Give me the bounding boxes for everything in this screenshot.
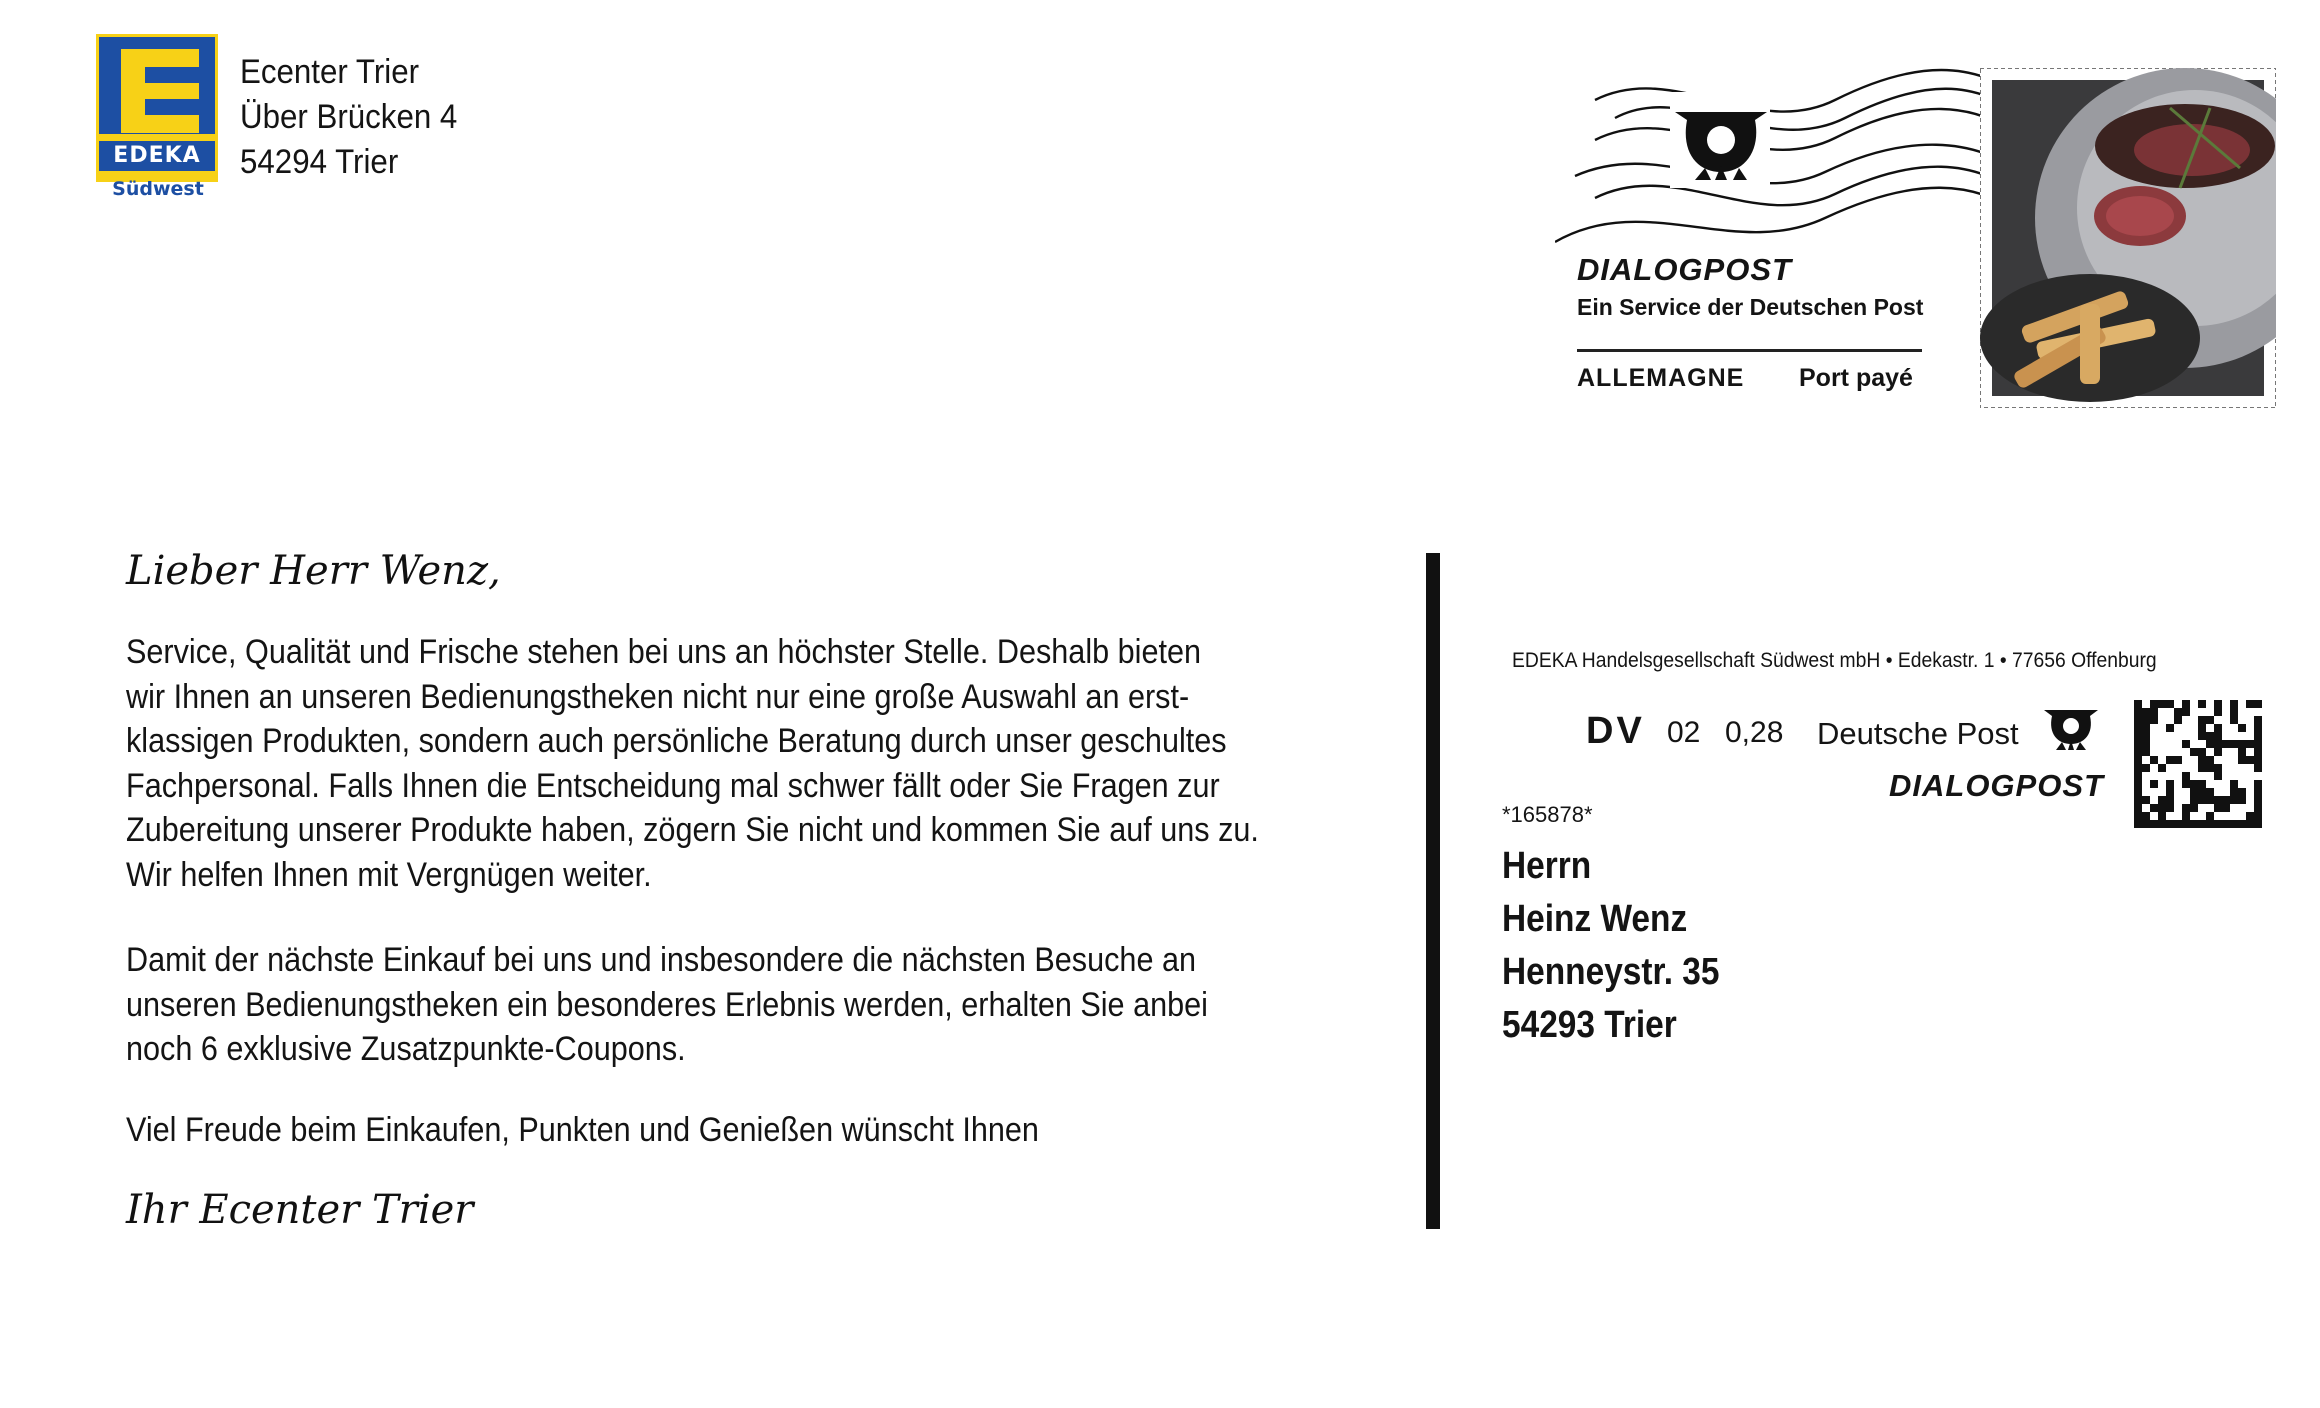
customer-code: *165878* <box>1502 802 1593 827</box>
datamatrix-cell <box>2150 708 2158 716</box>
paragraph-1 <box>126 630 1366 897</box>
datamatrix-cell <box>2134 820 2142 828</box>
datamatrix-cell <box>2158 820 2166 828</box>
datamatrix-cell <box>2158 796 2166 804</box>
datamatrix-cell <box>2174 756 2182 764</box>
datamatrix-cell <box>2254 748 2262 756</box>
datamatrix-cell <box>2214 708 2222 716</box>
datamatrix-cell <box>2182 812 2190 820</box>
paragraph-line: Damit der nächste Einkauf bei uns und insbesondere die nächsten Besuche an <box>126 941 1197 979</box>
datamatrix-cell <box>2182 708 2190 716</box>
paragraph-line: Zubereitung unserer Produkte haben, zögern Sie nicht und kommen Sie auf uns zu. <box>126 811 1259 849</box>
datamatrix-cell <box>2166 756 2174 764</box>
datamatrix-cell <box>2158 764 2166 772</box>
datamatrix-cell <box>2134 812 2142 820</box>
datamatrix-cell <box>2214 772 2222 780</box>
datamatrix-cell <box>2214 732 2222 740</box>
datamatrix-cell <box>2150 700 2158 708</box>
datamatrix-cell <box>2190 748 2198 756</box>
datamatrix-cell <box>2166 700 2174 708</box>
datamatrix-cell <box>2158 804 2166 812</box>
datamatrix-cell <box>2150 804 2158 812</box>
datamatrix-cell <box>2182 804 2190 812</box>
datamatrix-cell <box>2254 700 2262 708</box>
paragraph-3 <box>126 1108 1366 1153</box>
datamatrix-cell <box>2214 796 2222 804</box>
datamatrix-cell <box>2230 716 2238 724</box>
datamatrix-cell <box>2246 820 2254 828</box>
datamatrix-cell <box>2134 748 2142 756</box>
datamatrix-cell <box>2182 700 2190 708</box>
paragraph-line: noch 6 exklusive Zusatzpunkte-Coupons. <box>126 1030 686 1068</box>
datamatrix-cell <box>2142 708 2150 716</box>
datamatrix-cell <box>2230 796 2238 804</box>
datamatrix-cell <box>2166 780 2174 788</box>
datamatrix-cell <box>2222 796 2230 804</box>
sender-city: 54294 Trier <box>240 143 399 181</box>
datamatrix-cell <box>2174 716 2182 724</box>
datamatrix-cell <box>2174 820 2182 828</box>
franking-product: DIALOGPOST <box>1889 768 2104 803</box>
datamatrix-cell <box>2166 724 2174 732</box>
logo-region: Südwest <box>112 178 204 200</box>
datamatrix-cell <box>2190 796 2198 804</box>
datamatrix-cell <box>2238 724 2246 732</box>
datamatrix-cell <box>2166 804 2174 812</box>
postage-divider <box>1577 349 1922 352</box>
datamatrix-cell <box>2238 788 2246 796</box>
datamatrix-cell <box>2198 756 2206 764</box>
sender-address <box>240 50 476 185</box>
posthorn-icon <box>2042 702 2100 752</box>
datamatrix-cell <box>2230 740 2238 748</box>
datamatrix-cell <box>2134 780 2142 788</box>
recipient-city: 54293 Trier <box>1502 1004 1677 1046</box>
datamatrix-cell <box>2150 780 2158 788</box>
datamatrix-cell <box>2198 764 2206 772</box>
datamatrix-cell <box>2238 748 2246 756</box>
datamatrix-cell <box>2134 804 2142 812</box>
paragraph-2 <box>126 938 1366 1072</box>
paragraph-line: klassigen Produkten, sondern auch persönliche Beratung durch unser geschultes <box>126 722 1227 760</box>
datamatrix-cell <box>2238 796 2246 804</box>
return-address-line: EDEKA Handelsgesellschaft Südwest mbH • Edekastr. 1 • 77656 Offenburg <box>1512 649 2157 672</box>
datamatrix-cell <box>2190 820 2198 828</box>
datamatrix-cell <box>2214 740 2222 748</box>
datamatrix-cell <box>2190 780 2198 788</box>
datamatrix-cell <box>2238 740 2246 748</box>
datamatrix-cell <box>2254 724 2262 732</box>
paragraph-line: Fachpersonal. Falls Ihnen die Entscheidung mal schwer fällt oder Sie Fragen zur <box>126 766 1220 805</box>
franking-dv: DV <box>1586 710 1645 752</box>
paragraph-line: unseren Bedienungstheken ein besonderes Erlebnis werden, erhalten Sie anbei <box>126 985 1208 1024</box>
datamatrix-cell <box>2254 716 2262 724</box>
postage-paid: Port payé <box>1799 364 1913 392</box>
datamatrix-cell <box>2222 820 2230 828</box>
datamatrix-cell <box>2254 788 2262 796</box>
datamatrix-cell <box>2190 804 2198 812</box>
datamatrix-cell <box>2150 820 2158 828</box>
datamatrix-cell <box>2238 820 2246 828</box>
datamatrix-cell <box>2134 732 2142 740</box>
datamatrix-cell <box>2222 740 2230 748</box>
datamatrix-cell <box>2254 780 2262 788</box>
datamatrix-cell <box>2214 804 2222 812</box>
datamatrix-cell <box>2254 756 2262 764</box>
franking-number: 02 <box>1667 716 1701 749</box>
datamatrix-cell <box>2206 820 2214 828</box>
datamatrix-cell <box>2254 820 2262 828</box>
datamatrix-cell <box>2206 716 2214 724</box>
logo-text: EDEKA <box>99 141 215 171</box>
datamatrix-cell <box>2222 804 2230 812</box>
datamatrix-cell <box>2134 708 2142 716</box>
datamatrix-cell <box>2230 708 2238 716</box>
paragraph-line: Service, Qualität und Frische stehen bei uns an höchster Stelle. Deshalb bieten <box>126 633 1202 671</box>
datamatrix-cell <box>2214 748 2222 756</box>
datamatrix-cell <box>2134 700 2142 708</box>
datamatrix-cell <box>2142 716 2150 724</box>
datamatrix-cell <box>2142 764 2150 772</box>
dialogpost-subtitle: Ein Service der Deutschen Post <box>1577 294 1924 320</box>
datamatrix-cell <box>2206 812 2214 820</box>
datamatrix-code <box>2134 700 2262 828</box>
datamatrix-cell <box>2198 748 2206 756</box>
sender-street: Über Brücken 4 <box>240 98 458 136</box>
datamatrix-cell <box>2134 716 2142 724</box>
paragraph-line: Viel Freude beim Einkaufen, Punkten und Genießen wünscht Ihnen <box>126 1111 1039 1149</box>
datamatrix-cell <box>2254 764 2262 772</box>
datamatrix-cell <box>2134 724 2142 732</box>
datamatrix-cell <box>2198 724 2206 732</box>
datamatrix-cell <box>2134 772 2142 780</box>
datamatrix-cell <box>2166 796 2174 804</box>
datamatrix-cell <box>2134 764 2142 772</box>
datamatrix-cell <box>2230 700 2238 708</box>
datamatrix-cell <box>2142 748 2150 756</box>
recipient-name: Heinz Wenz <box>1502 898 1688 940</box>
datamatrix-cell <box>2230 820 2238 828</box>
datamatrix-cell <box>2142 740 2150 748</box>
datamatrix-cell <box>2206 788 2214 796</box>
dialogpost-title: DIALOGPOST <box>1577 252 1792 287</box>
datamatrix-cell <box>2254 804 2262 812</box>
datamatrix-cell <box>2182 772 2190 780</box>
paragraph-line: wir Ihnen an unseren Bedienungstheken nicht nur eine große Auswahl an erst- <box>126 677 1190 716</box>
datamatrix-cell <box>2198 716 2206 724</box>
recipient-street: Henneystr. 35 <box>1502 951 1720 993</box>
datamatrix-cell <box>2182 780 2190 788</box>
stamp-steak-image <box>1980 68 2276 408</box>
datamatrix-cell <box>2214 700 2222 708</box>
datamatrix-cell <box>2166 788 2174 796</box>
franking-price: 0,28 <box>1725 716 1784 749</box>
datamatrix-cell <box>2134 796 2142 804</box>
datamatrix-cell <box>2206 796 2214 804</box>
datamatrix-cell <box>2230 780 2238 788</box>
datamatrix-cell <box>2142 732 2150 740</box>
postmark-waves <box>1555 60 2025 260</box>
datamatrix-cell <box>2198 788 2206 796</box>
datamatrix-cell <box>2134 756 2142 764</box>
greeting: Lieber Herr Wenz, <box>126 548 501 594</box>
datamatrix-cell <box>2254 812 2262 820</box>
datamatrix-cell <box>2182 820 2190 828</box>
datamatrix-cell <box>2190 788 2198 796</box>
datamatrix-cell <box>2206 740 2214 748</box>
datamatrix-cell <box>2142 812 2150 820</box>
datamatrix-cell <box>2254 732 2262 740</box>
datamatrix-cell <box>2254 740 2262 748</box>
datamatrix-cell <box>2134 740 2142 748</box>
datamatrix-cell <box>2238 756 2246 764</box>
sender-name: Ecenter Trier <box>240 53 420 91</box>
card-divider <box>1426 553 1440 1229</box>
datamatrix-cell <box>2206 732 2214 740</box>
datamatrix-cell <box>2150 756 2158 764</box>
datamatrix-cell <box>2246 700 2254 708</box>
datamatrix-cell <box>2158 700 2166 708</box>
datamatrix-cell <box>2142 796 2150 804</box>
datamatrix-cell <box>2230 788 2238 796</box>
paragraph-line: Wir helfen Ihnen mit Vergnügen weiter. <box>126 855 652 894</box>
datamatrix-cell <box>2166 820 2174 828</box>
datamatrix-cell <box>2246 740 2254 748</box>
recipient-address <box>1502 840 1749 1052</box>
datamatrix-cell <box>2206 756 2214 764</box>
datamatrix-cell <box>2214 724 2222 732</box>
datamatrix-cell <box>2142 820 2150 828</box>
edeka-logo <box>96 34 220 202</box>
datamatrix-cell <box>2158 812 2166 820</box>
datamatrix-cell <box>2254 796 2262 804</box>
datamatrix-cell <box>2174 708 2182 716</box>
datamatrix-cell <box>2198 820 2206 828</box>
datamatrix-cell <box>2206 764 2214 772</box>
datamatrix-cell <box>2246 756 2254 764</box>
datamatrix-cell <box>2214 820 2222 828</box>
signature: Ihr Ecenter Trier <box>126 1187 474 1233</box>
datamatrix-cell <box>2198 732 2206 740</box>
postage-country: ALLEMAGNE <box>1577 364 1745 392</box>
datamatrix-cell <box>2182 740 2190 748</box>
datamatrix-cell <box>2134 788 2142 796</box>
recipient-salutation: Herrn <box>1502 845 1592 887</box>
datamatrix-cell <box>2142 724 2150 732</box>
posthorn-icon <box>1670 92 1770 188</box>
datamatrix-cell <box>2214 764 2222 772</box>
datamatrix-cell <box>2198 780 2206 788</box>
franking-carrier: Deutsche Post <box>1817 716 2019 751</box>
datamatrix-cell <box>2246 812 2254 820</box>
datamatrix-cell <box>2150 716 2158 724</box>
datamatrix-cell <box>2198 700 2206 708</box>
datamatrix-cell <box>2198 796 2206 804</box>
